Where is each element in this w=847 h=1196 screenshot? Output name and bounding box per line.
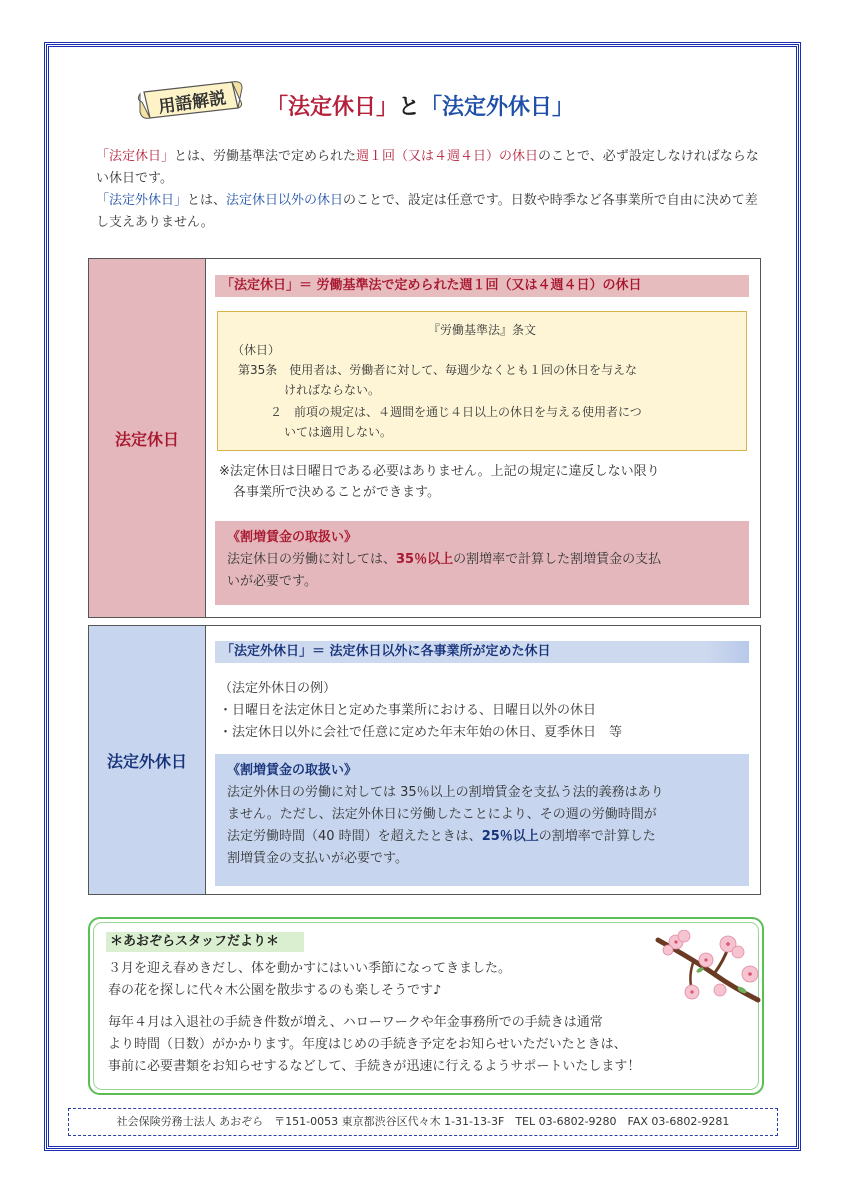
- note-line-1: ※法定休日は日曜日である必要はありません。上記の規定に違反しない限り: [219, 464, 660, 479]
- section-heading-bar: 「法定休日」＝ 労働基準法で定められた週１回（又は４週４日）の休日: [215, 275, 749, 297]
- example-item: ・日曜日を法定休日と定めた事業所における、日曜日以外の休日: [219, 703, 597, 718]
- pay-line-2: ません。ただし、法定外休日に労働したことにより、その週の労働時間が: [227, 807, 657, 822]
- intro-text-a: とは、労働基準法で定められた: [174, 149, 357, 164]
- intro-text: [96, 146, 766, 234]
- law-article-35: 第35条 使用者は、労働者に対して、毎週少なくとも１回の休日を与えな: [238, 363, 638, 377]
- page-title: [266, 90, 574, 121]
- intro-kw-weekly: 週１回（又は４週４日）の休日: [356, 149, 539, 164]
- intro-kw-nonlegal: 「法定外休日」: [96, 193, 188, 208]
- newsletter-heading: ＊あおぞらスタッフだより＊: [106, 932, 304, 952]
- examples-heading: （法定外休日の例）: [219, 681, 337, 696]
- example-item: ・法定休日以外に会社で任意に定めた年末年始の休日、夏季休日 等: [219, 725, 623, 740]
- footer-contact: 社会保険労務士法人 あおぞら 〒151-0053 東京都渋谷区代々木 1-31-13-3F TEL 03-6802-9280 FAX 03-6802-9281: [68, 1108, 778, 1136]
- law-item-2-cont: いては適用しない。: [284, 425, 393, 439]
- pay-line-3: [227, 826, 737, 848]
- title-conj: と: [398, 95, 421, 120]
- newsletter-line: 事前に必要書類をお知らせするなどして、手続きが迅速に行えるようサポートいたします！: [108, 1059, 641, 1074]
- intro-text-c: とは、: [187, 193, 227, 208]
- note-text: [219, 461, 759, 503]
- pay-line-1: 法定外休日の労働に対しては 35％以上の割増賃金を支払う法的義務はあり: [227, 785, 664, 800]
- section-legal-holiday: [88, 258, 761, 618]
- section-heading-bar: 「法定外休日」＝ 法定休日以外に各事業所が定めた休日: [215, 641, 749, 663]
- pay-text-b: の割増率で計算した割増賃金の支払: [453, 552, 662, 567]
- intro-paragraph-2: [96, 190, 766, 234]
- law-article-box: [217, 311, 747, 451]
- pay-box-nonlegal: [215, 754, 749, 886]
- term-tag: 用語解説: [157, 88, 228, 118]
- pay-box-legal: [215, 521, 749, 605]
- pay-line-1: [227, 549, 737, 571]
- title-part2: 「法定外休日」: [420, 95, 575, 120]
- pay-line-4: 割増賃金の支払いが必要です。: [227, 851, 408, 866]
- pay-text-a: 法定休日の労働に対しては、: [227, 552, 397, 567]
- title-part1: 「法定休日」: [266, 95, 399, 120]
- section-label: 法定休日: [89, 259, 206, 617]
- pay-rate-highlight: 35％以上: [396, 552, 454, 567]
- law-title: 『労働基準法』条文: [427, 323, 536, 337]
- examples-list: [219, 678, 759, 744]
- law-article-35-cont: ければならない。: [284, 383, 381, 397]
- pay-rate-highlight: 25％以上: [481, 829, 539, 844]
- newsletter-line: 春の花を探しに代々木公園を散歩するのも楽しそうです♪: [108, 983, 442, 998]
- intro-paragraph-1: [96, 146, 766, 190]
- law-item-2: ２ 前項の規定は、４週間を通じ４日以上の休日を与える使用者につ: [270, 405, 642, 419]
- newsletter-line: ３月を迎え春めきだし、体を動かすにはいい季節になってきました。: [108, 961, 512, 976]
- newsletter-notice-text: [108, 1012, 738, 1078]
- section-nonlegal-holiday: [88, 625, 761, 895]
- law-heading: （休日）: [232, 343, 281, 357]
- intro-kw-other: 法定休日以外の休日: [226, 193, 344, 208]
- pay-text-b: の割増率で計算した: [538, 829, 656, 844]
- intro-text-b: のことで、必ず設定しなければならない休日です。: [96, 149, 759, 186]
- pay-heading: 《割増賃金の取扱い》: [227, 530, 358, 545]
- pay-heading: 《割増賃金の取扱い》: [227, 763, 358, 778]
- pay-line-2: いが必要です。: [227, 574, 317, 589]
- note-line-2: 各事業所で決めることができます。: [233, 485, 440, 500]
- cherry-blossom-icon: [654, 930, 762, 1014]
- pay-text-a: 法定労働時間（40 時間）を超えたときは、: [227, 829, 482, 844]
- newsletter-season-text: [108, 958, 738, 1002]
- section-label: 法定外休日: [89, 626, 206, 894]
- intro-text-d: のことで、設定は任意です。日数や時季など各事業所で自由に決めて差し支えありません。: [96, 193, 758, 230]
- intro-kw-legal: 「法定休日」: [96, 149, 175, 164]
- newsletter-line: より時間（日数）がかかります。年度はじめの手続き予定をお知らせいただいたときは、: [108, 1037, 627, 1052]
- newsletter-line: 毎年４月は入退社の手続き件数が増え、ハローワークや年金事務所での手続きは通常: [108, 1015, 603, 1030]
